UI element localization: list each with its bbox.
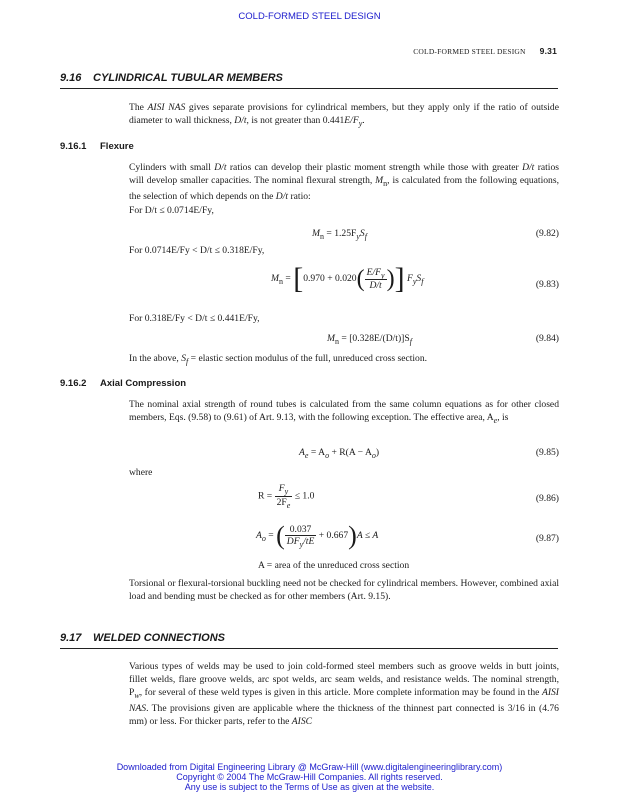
footer-copyright: Copyright © 2004 The McGraw-Hill Companies. All rights reserved. <box>176 772 443 782</box>
equation-number-9-82: (9.82) <box>535 228 559 239</box>
page-number: 9.31 <box>539 46 557 56</box>
section-title: CYLINDRICAL TUBULAR MEMBERS <box>93 72 283 84</box>
condition-1: For D/t ≤ 0.0714E/Fy, <box>129 205 214 216</box>
footer-terms: Any use is subject to the Terms of Use as given at the website. <box>184 782 435 792</box>
equation-number-9-83: (9.83) <box>535 279 559 290</box>
running-head-text: COLD-FORMED STEEL DESIGN <box>413 47 526 56</box>
subsection-heading-axial-compression: 9.16.2 Axial Compression <box>60 378 187 389</box>
running-head <box>413 46 557 56</box>
section-number: 9.16 <box>60 72 82 84</box>
equation-9-82: $M_n = 1.25F_yS_f$ <box>312 228 367 241</box>
section-rule <box>60 648 558 649</box>
equation-number-9-87: (9.87) <box>535 533 559 544</box>
condition-3: For 0.318E/Fy < D/t ≤ 0.441E/Fy, <box>129 313 260 324</box>
equation-number-9-84: (9.84) <box>535 333 559 344</box>
equation-9-86: R = $\frac{F_y}{2F_e}$ ≤ 1.0 <box>258 483 315 510</box>
section-heading-9-16 <box>60 72 283 84</box>
equation-9-83: $M_n = [0.970 + 0.020$( $\frac{E/F_y}{D/t}$ )] $F_yS_f$ <box>271 262 424 295</box>
equation-9-87: $A_o$ = ( $\frac{0.037}{DF_y/tE}$ + 0.667)A ≤ A <box>256 521 379 550</box>
section-rule <box>60 88 558 89</box>
equation-9-84: $M_n = [0.328E/(D/t)]S_f$ <box>327 333 412 346</box>
welded-paragraph: Various types of welds may be used to join cold-formed steel members such as groove welds in butt joints, fillet welds, flare groove welds, arc spot welds, arc seam welds, and resistance welds. The nominal strength, $P_w$, for several of these weld types is given in this article. More complete information may be found in the AISI NAS. The provisions given are applicable where the thickness of the thinnest part connected is 3/16 in (4.76 mm) or less. For thicker parts, refer to the AISC <box>129 661 559 727</box>
equation-number-9-85: (9.85) <box>535 447 559 458</box>
equation-number-9-86: (9.86) <box>535 493 559 504</box>
section-heading-9-17: 9.17 WELDED CONNECTIONS <box>60 632 225 644</box>
flexure-paragraph: Cylinders with small D/t ratios can develop their plastic moment strength while those with greater D/t ratios will develop smaller capacities. The nominal flexural strength, $M_n$, is calculated from the following equations, the selection of which depends on the D/t ratio: <box>129 162 560 202</box>
torsional-paragraph: Torsional or flexural-torsional buckling need not be checked for cylindrical members. However, combined axial load and bending must be checked as for other members (Art. 9.15). <box>129 578 559 602</box>
axial-paragraph: The nominal axial strength of round tubes is calculated from the same column equations as for other closed members, Eqs. (9.58) to (9.61) of Art. 9.13, with the following exception. The effective area, $A_e$, is <box>129 399 559 425</box>
sf-definition: In the above, $S_f$ = elastic section modulus of the full, unreduced cross section. <box>129 353 428 366</box>
subsection-heading-flexure: 9.16.1 Flexure <box>60 141 134 152</box>
area-definition: A = area of the unreduced cross section <box>258 560 410 571</box>
condition-2: For 0.0714E/Fy < D/t ≤ 0.318E/Fy, <box>129 245 265 256</box>
equation-9-85: $A_e = A_o + R(A - A_o)$ <box>299 447 380 460</box>
page-banner: COLD-FORMED STEEL DESIGN <box>238 11 381 22</box>
intro-paragraph: The AISI NAS gives separate provisions for cylindrical members, but they apply only if the ratio of outside diameter to wall thickness, D/t, is not greater than $0.441E/F_y$. <box>129 102 559 128</box>
where-label: where <box>129 467 153 478</box>
footer-download: Downloaded from Digital Engineering Library @ McGraw-Hill (www.digitalengineeringlibrary.com) <box>116 762 503 772</box>
